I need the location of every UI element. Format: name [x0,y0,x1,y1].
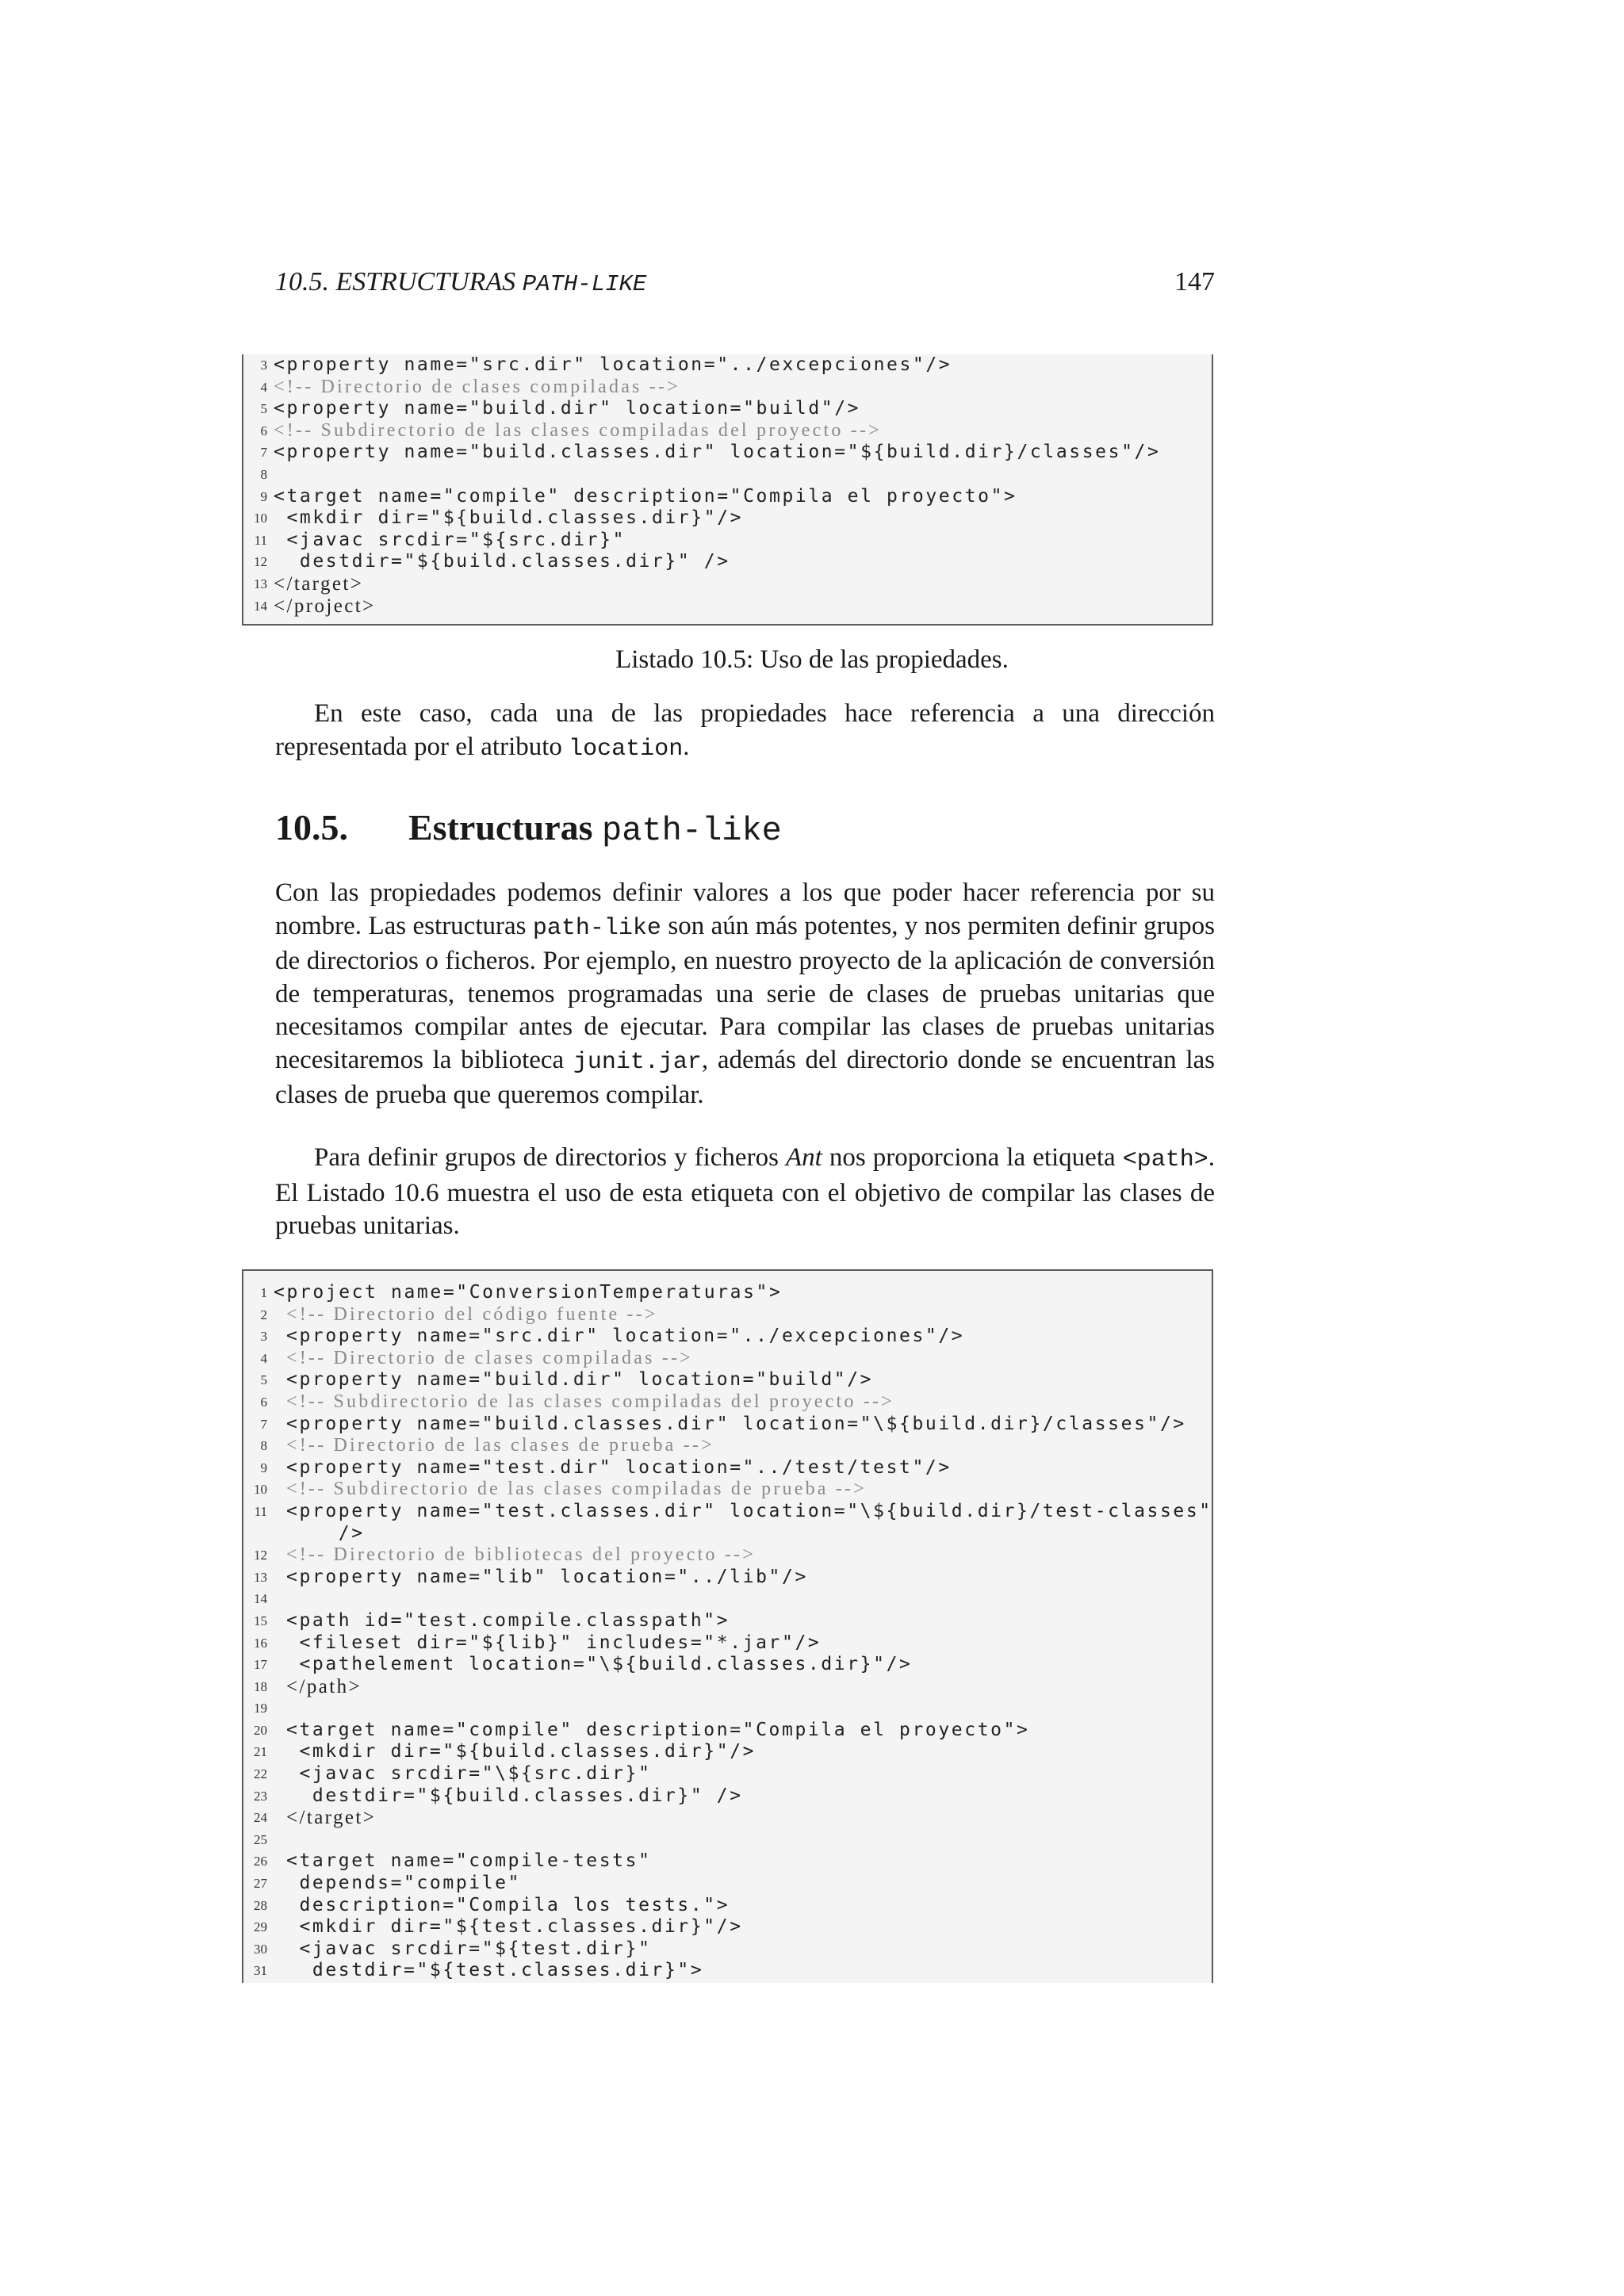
code-text: <property name="src.dir" location="../excepciones"/> [274,354,952,375]
paragraph-text: Con las propiedades podemos definir valores a los que poder hacer referencia por su nombre. Las estructuras [275,878,1215,940]
code-text: <fileset dir="${lib}" includes="*.jar"/> [286,1632,822,1653]
section-number: 10.5. [275,807,348,848]
code-text: <property name="lib" location="../lib"/> [286,1566,808,1587]
code-line [243,1282,1212,1304]
code-line [243,1938,1212,1961]
code-line [243,1523,1212,1545]
code-text: destdir="${build.classes.dir}" /> [286,1785,743,1806]
paragraph-text: En este caso, cada una de las propiedades hace referencia a una dirección representada por el atributo [275,699,1215,761]
paragraph-text: Para definir grupos de directorios y ficheros [314,1143,786,1172]
code-line [243,1654,1212,1676]
line-number: 8 [260,466,267,482]
line-number: 7 [260,445,267,461]
code-text: destdir="${test.classes.dir}"> [286,1960,704,1981]
line-number: 31 [254,1963,267,1979]
running-header [275,266,1215,300]
line-number: 7 [260,1416,267,1432]
line-number: 11 [254,532,267,548]
code-text: <target name="compile" description="Compila el proyecto"> [274,485,1017,507]
code-line [243,354,1212,377]
code-text: destdir="${build.classes.dir}" /> [274,551,730,572]
listing-caption: Listado 10.5: Uso de las propiedades. [615,645,1009,674]
code-line [243,398,1212,420]
code-line [243,1326,1212,1348]
inline-code: <path> [1122,1146,1208,1173]
line-number: 6 [260,423,267,438]
code-text: description="Compila los tests."> [286,1894,730,1915]
code-text: <property name="test.classes.dir" location="\${build.dir}/test-classes" [286,1500,1212,1521]
line-number: 29 [254,1919,267,1935]
code-line [243,1676,1212,1698]
italic-term: Ant [785,1143,822,1172]
line-number: 22 [254,1766,267,1782]
code-text: <property name="build.classes.dir" location="\${build.dir}/classes"/> [286,1413,1186,1434]
code-line [243,507,1212,530]
code-listing-bottom [242,1269,1213,1983]
code-text: <property name="test.dir" location="../test/test"/> [286,1456,952,1478]
line-number: 2 [260,1307,267,1322]
running-header-section: 10.5. ESTRUCTURAS [275,267,523,297]
code-line [243,1829,1212,1851]
line-number: 3 [260,358,267,373]
code-line [243,1741,1212,1763]
code-text: <javac srcdir="${src.dir}" [274,529,626,550]
code-comment: <!-- Subdirectorio de las clases compiladas del proyecto --> [274,419,882,441]
code-line [243,1895,1212,1917]
code-line [243,530,1212,552]
paragraph [275,877,1215,1112]
code-line [243,1916,1212,1938]
code-text: </target> [274,572,364,595]
code-comment: <!-- Subdirectorio de las clases compiladas del proyecto --> [286,1391,894,1412]
line-number: 15 [254,1613,267,1628]
code-line [243,573,1212,595]
code-text: <project name="ConversionTemperaturas"> [274,1282,783,1303]
line-number: 14 [254,1591,267,1607]
code-line [243,1414,1212,1436]
inline-code: path-like [532,914,661,942]
line-number: 14 [254,598,267,614]
code-lines [243,1271,1212,1982]
line-number: 4 [260,1350,267,1366]
code-text: <mkdir dir="${build.classes.dir}"/> [274,507,744,529]
code-line [243,1588,1212,1610]
code-line [243,1960,1212,1982]
code-line [243,1304,1212,1326]
line-number: 9 [260,1460,267,1475]
code-comment: <!-- Directorio de clases compiladas --> [286,1347,693,1368]
line-number: 12 [254,1548,267,1563]
code-line [243,1348,1212,1370]
code-lines [243,354,1212,617]
code-text: <property name="build.classes.dir" location="${build.dir}/classes"/> [274,442,1161,463]
code-line [243,1567,1212,1589]
code-text: depends="compile" [286,1873,522,1894]
paragraph-text: , además del directorio donde se encuentran las clases de prueba que queremos compilar. [275,1045,1215,1109]
line-number: 3 [260,1329,267,1345]
code-text: <target name="compile-tests" [286,1850,652,1872]
code-text: <mkdir dir="${build.classes.dir}"/> [286,1741,756,1762]
code-line [243,1632,1212,1655]
line-number: 8 [260,1438,267,1454]
paragraph-text: nos proporciona la etiqueta [822,1143,1123,1172]
line-number: 5 [260,401,267,417]
code-comment: <!-- Subdirectorio de las clases compiladas de prueba --> [286,1479,867,1500]
code-text: <pathelement location="\${build.classes.dir}"/> [286,1654,913,1675]
code-text: /> [286,1522,365,1544]
code-line [243,1763,1212,1785]
code-text: <property name="build.dir" location="build"/> [286,1369,874,1391]
code-line [243,1501,1212,1523]
code-line [243,1479,1212,1501]
line-number: 30 [254,1941,267,1957]
code-comment: <!-- Directorio de las clases de prueba --> [286,1435,714,1456]
section-title-text: Estructuras [408,807,603,848]
code-line [243,1391,1212,1414]
line-number: 20 [254,1722,267,1738]
code-line [243,1369,1212,1391]
paragraph [275,698,1215,766]
code-text: <property name="src.dir" location="../excepciones"/> [286,1326,965,1347]
line-number: 4 [260,379,267,395]
line-number: 6 [260,1394,267,1410]
code-line [243,1457,1212,1479]
code-line [243,1873,1212,1895]
code-text: <property name="build.dir" location="build"/> [274,398,861,419]
code-comment: <!-- Directorio de clases compiladas --> [274,376,680,397]
code-text: </path> [286,1675,362,1697]
line-number: 19 [254,1701,267,1716]
paragraph [275,1142,1215,1243]
code-line [243,1785,1212,1808]
line-number: 25 [254,1831,267,1847]
code-line [243,377,1212,399]
section-title-mono: path-like [602,812,782,850]
inline-code: junit.jar [573,1048,702,1076]
paragraph-text: son aún más potentes, y nos permiten definir grupos de directorios o ficheros. Por ejemplo, en nuestro proyecto de la aplicación de conversión de temperaturas, tenemos programadas una serie de clases de pruebas unitarias que necesitamos compilar antes de ejecutar. Para compilar las clases de pruebas unitarias necesitaremos la biblioteca [275,911,1215,1074]
code-listing-top [242,354,1213,626]
line-number: 18 [254,1678,267,1694]
line-number: 21 [254,1744,267,1760]
code-line [243,1544,1212,1567]
line-number: 27 [254,1876,267,1892]
paragraph-text: . El Listado 10.6 muestra el uso de esta etiqueta con el objetivo de compilar las clases de pruebas unitarias. [275,1143,1215,1240]
code-line [243,595,1212,618]
line-number: 17 [254,1657,267,1673]
code-line [243,486,1212,508]
code-line [243,1697,1212,1720]
section-heading [275,806,782,853]
line-number: 10 [254,511,267,526]
line-number: 16 [254,1635,267,1651]
line-number: 5 [260,1372,267,1388]
code-text: </target> [286,1807,377,1829]
line-number: 26 [254,1854,267,1869]
code-comment: <!-- Directorio de bibliotecas del proyecto --> [286,1544,756,1566]
code-text: <javac srcdir="\${src.dir}" [286,1763,652,1785]
code-text: <javac srcdir="${test.dir}" [286,1938,652,1959]
line-number: 10 [254,1482,267,1498]
line-number: 13 [254,576,267,591]
line-number: 11 [254,1503,267,1519]
line-number: 1 [260,1285,267,1300]
paragraph-text: . [683,732,690,761]
page-number: 147 [1174,267,1215,297]
line-number: 24 [254,1810,267,1826]
code-line [243,1610,1212,1632]
code-comment: <!-- Directorio del código fuente --> [286,1303,658,1325]
code-text: <target name="compile" description="Compila el proyecto"> [286,1719,1030,1740]
running-header-section-mono: PATH-LIKE [522,271,647,297]
line-number: 28 [254,1897,267,1913]
inline-code: location [569,735,684,763]
line-number: 9 [260,488,267,504]
code-line [243,1720,1212,1742]
code-line [243,1850,1212,1873]
code-line [243,442,1212,464]
code-line [243,464,1212,486]
code-text: </project> [274,595,376,617]
code-line [243,551,1212,573]
code-line [243,1435,1212,1457]
code-text: <mkdir dir="${test.classes.dir}"/> [286,1916,743,1938]
code-line [243,420,1212,442]
code-line [243,1807,1212,1829]
line-number: 23 [254,1788,267,1804]
code-text: <path id="test.compile.classpath"> [286,1609,730,1631]
line-number: 12 [254,554,267,570]
line-number: 13 [254,1569,267,1585]
